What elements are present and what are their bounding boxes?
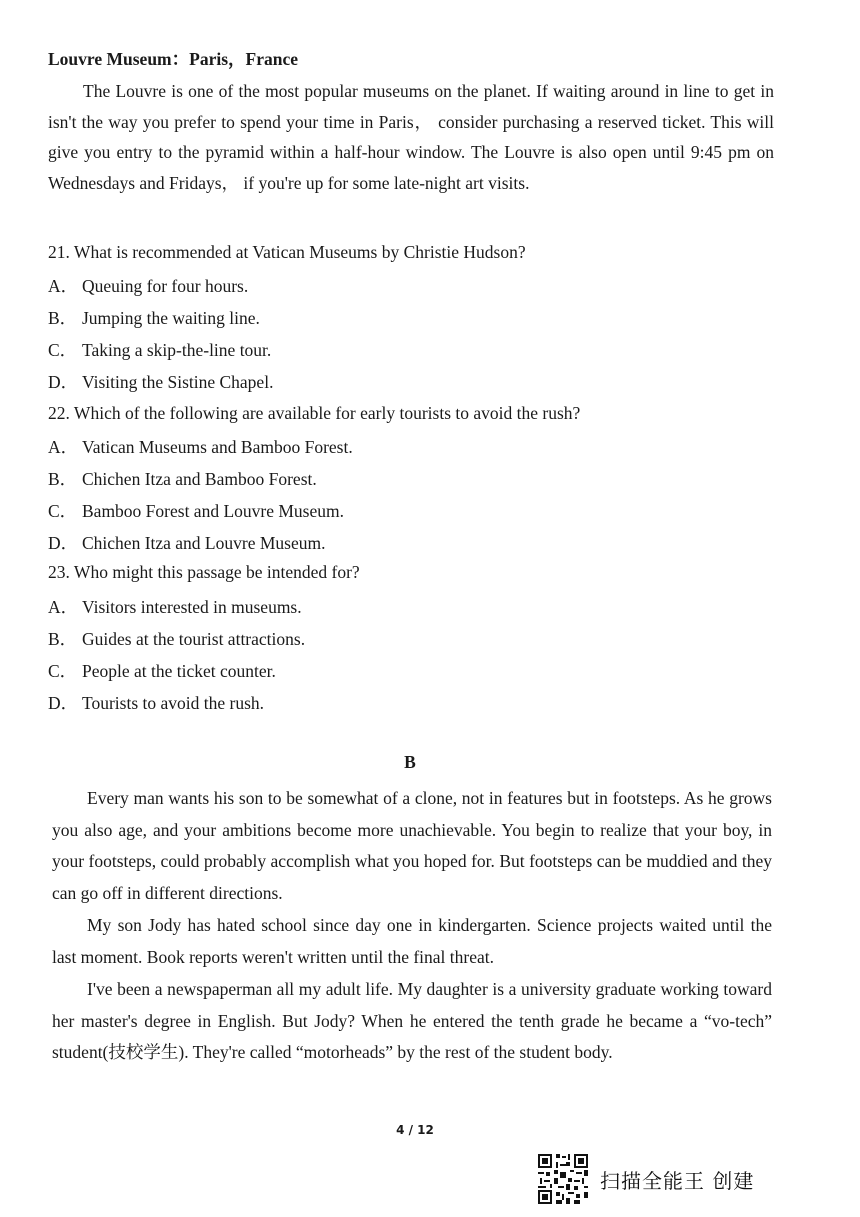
section-b-paragraph-3: I've been a newspaperman all my adult life. My daughter is a university graduate working toward her master's degree in English. But Jody? When he entered the tenth grade he became a “vo-tech” student(技校学生). They're called “motorheads” by the rest of the student body. [52,979,772,1062]
option-text: Guides at the tourist attractions. [82,629,306,649]
option-text: Vatican Museums and Bamboo Forest. [82,437,353,457]
option-text: People at the ticket counter. [82,661,276,681]
question-23-option-d [48,690,264,715]
question-23-option-c [48,658,276,683]
option-letter: B． [48,469,78,489]
option-letter: B． [48,629,78,649]
option-text: Chichen Itza and Louvre Museum. [82,533,326,553]
scanner-label: 扫描全能王 创建 [600,1168,755,1193]
option-letter: C． [48,501,78,521]
option-text: Taking a skip-the-line tour. [82,340,272,360]
option-text: Bamboo Forest and Louvre Museum. [82,501,344,521]
option-text: Chichen Itza and Bamboo Forest. [82,469,317,489]
question-21-option-b [48,305,260,330]
option-text: Visitors interested in museums. [82,597,302,617]
option-letter: C． [48,340,78,360]
question-22-option-b [48,466,317,491]
question-23-option-a [48,594,302,619]
option-letter: C． [48,661,78,681]
section-b-paragraph-2: My son Jody has hated school since day one in kindergarten. Science projects waited until the last moment. Book reports weren't written until the final threat. [52,915,772,967]
louvre-paragraph: The Louvre is one of the most popular museums on the planet. If waiting around in line to get in isn't the way you prefer to spend your time in Paris， consider purchasing a reserved ticket. This will give you entry to the pyramid within a half-hour window. The Louvre is also open until 9:45 pm on Wednesdays and Fridays， if you're up for some late-night art visits. [48,81,774,193]
option-letter: D． [48,372,79,392]
section-b-title: B [404,752,416,772]
question-23: 23. Who might this passage be intended for? [48,562,360,582]
option-letter: A． [48,276,79,296]
question-21-option-c [48,337,271,362]
option-letter: B． [48,308,78,328]
question-21-option-d [48,369,273,394]
option-text: Visiting the Sistine Chapel. [82,372,274,392]
question-22-option-c [48,498,344,523]
question-23-option-b [48,626,305,651]
section-b-paragraph-1: Every man wants his son to be somewhat of a clone, not in features but in footsteps. As he grows you also age, and your ambitions become more unachievable. You begin to realize that your boy, in your footsteps, could probably accomplish what you hoped for. But footsteps can be muddied and they can go off in different directions. [52,788,772,903]
option-text: Jumping the waiting line. [82,308,260,328]
option-text: Tourists to avoid the rush. [82,693,265,713]
option-letter: D． [48,693,79,713]
page-number: 4 / 12 [396,1123,434,1137]
question-22-option-a [48,434,353,459]
option-letter: A． [48,437,79,457]
qr-code-icon [536,1152,590,1206]
question-21-option-a [48,273,248,298]
scanner-watermark [536,1150,754,1208]
question-22-option-d [48,530,325,555]
question-22: 22. Which of the following are available for early tourists to avoid the rush? [48,403,581,423]
option-letter: A． [48,597,79,617]
option-letter: D． [48,533,79,553]
question-21: 21. What is recommended at Vatican Museums by Christie Hudson? [48,242,526,262]
section-heading: Louvre Museum：Paris，France [48,49,298,69]
option-text: Queuing for four hours. [82,276,249,296]
